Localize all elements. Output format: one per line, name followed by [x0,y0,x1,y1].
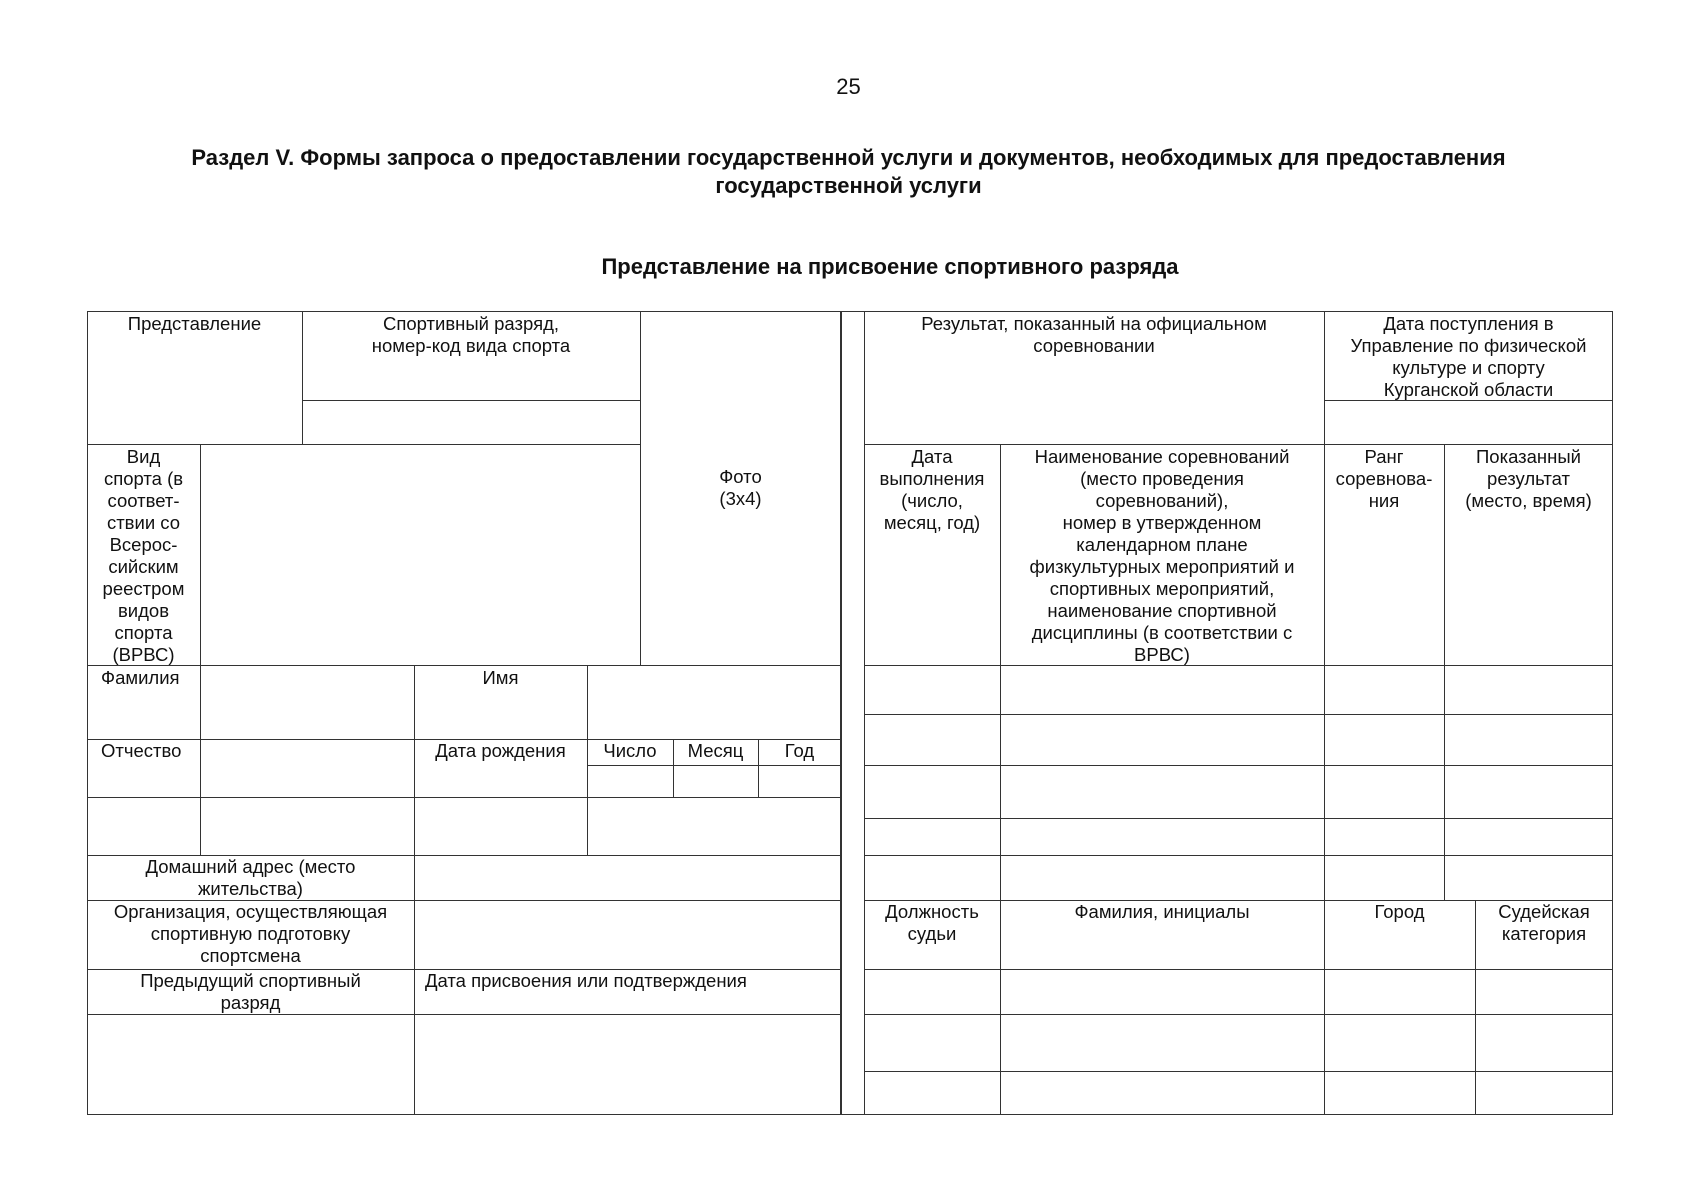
month-label: Месяц [687,740,744,761]
judge-category-label: Судейская категория [1498,901,1590,944]
name-label: Имя [482,667,519,688]
home-address-field[interactable] [414,856,841,900]
day-label: Число [603,740,657,761]
rank-code-field[interactable] [302,401,640,444]
sport-kind-field[interactable] [200,445,640,665]
birth-date-label: Дата рождения [435,740,566,761]
representation-label: Представление [127,313,262,334]
page-number: 25 [836,74,861,99]
patronymic-label: Отчество [101,740,182,761]
section-heading: Раздел V. Формы запроса о предоставлении государственной услуги и документов, необходимых для предоставления государственной услуги [191,145,1506,198]
assign-date-label: Дата присвоения или подтверждения [425,970,747,991]
organization-field[interactable] [414,901,841,969]
judge-name-label: Фамилия, инициалы [1074,901,1250,922]
col-date-performed: Дата выполнения (число, месяц, год) [879,446,985,533]
patronymic-field[interactable] [200,740,414,797]
col-competition-name: Наименование соревнований (место проведения соревнований), номер в утвержденном календарном плане физкультурных мероприятий и спортивных мероприятий, наименование спортивной дисциплины (в соответствии с ВРВС) [1029,446,1295,665]
received-date-field[interactable] [1324,401,1613,444]
judge-city-label: Город [1374,901,1425,922]
judge-position-label: Должность судьи [885,901,979,944]
surname-label: Фамилия [101,667,180,688]
sport-kind-label: Вид спорта (в соответ- ствии со Всерос- сийским реестром видов спорта (ВРВС) [102,446,185,665]
home-address-label: Домашний адрес (место жительства) [145,856,356,899]
name-field[interactable] [587,666,841,739]
previous-rank-label: Предыдущий спортивный разряд [140,970,361,1013]
organization-label: Организация, осуществляющая спортивную подготовку спортсмена [113,901,388,966]
photo-label: Фото (3х4) [719,466,762,509]
col-competition-rank: Ранг соревнова- ния [1335,446,1433,511]
form-title: Представление на присвоение спортивного разряда [601,254,1179,279]
rank-code-label: Спортивный разряд, номер-код вида спорта [371,313,571,356]
surname-field[interactable] [200,666,414,739]
col-shown-result: Показанный результат (место, время) [1465,446,1592,511]
result-header: Результат, показанный на официальном соревновании [921,313,1267,356]
middle-strip [841,311,865,1115]
year-label: Год [784,740,815,761]
received-date-label: Дата поступления в Управление по физической культуре и спорту Курганской области [1350,313,1587,400]
